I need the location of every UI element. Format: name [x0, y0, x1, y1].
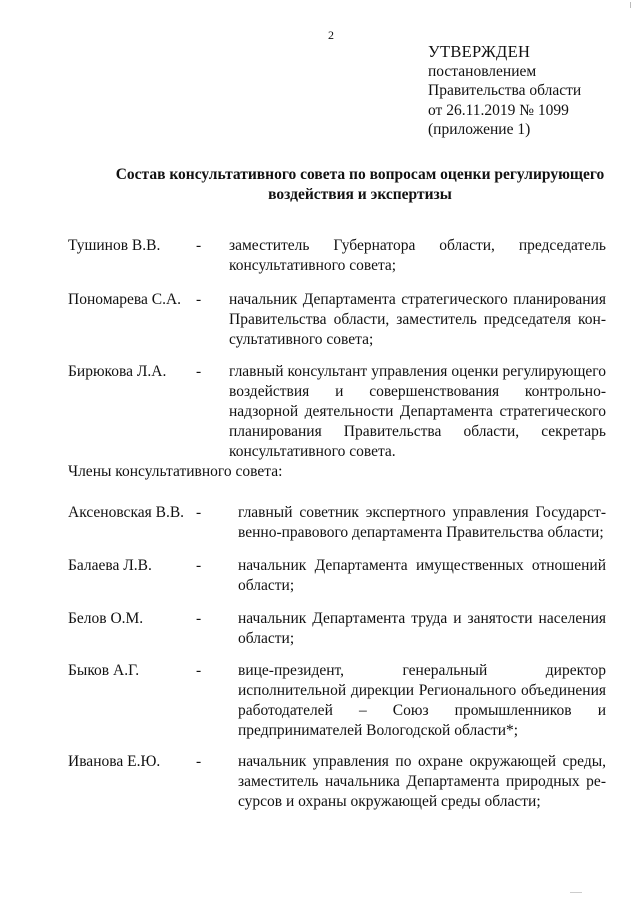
scan-corner-mark	[630, 2, 631, 8]
entry-dash: -	[196, 753, 202, 770]
approval-line-4: (приложение 1)	[428, 121, 531, 138]
approval-stamp	[428, 42, 581, 140]
entry-dash: -	[196, 662, 202, 679]
member-entry	[68, 556, 608, 600]
members-heading: Члены консультативного совета:	[68, 463, 283, 480]
page-number: 2	[328, 28, 334, 42]
leadership-entry-deputy-chairman	[68, 290, 608, 354]
entry-dash: -	[196, 557, 202, 574]
document-title	[60, 165, 640, 205]
entry-description: главный советник экспертного управления Государственно-правового департамента Правительства области;	[238, 504, 606, 541]
entry-name: Балаева Л.В.	[68, 557, 152, 574]
entry-description: начальник Департамента стратегического планирования Правительства области, заместитель председателя консультативного совета;	[229, 291, 606, 348]
title-line-1: Состав консультативного совета по вопросам оценки регулирующего	[115, 166, 605, 183]
entry-description: вице-президент, генеральный директор исполнительной дирекции Регионального объединения работодателей – Союз промышленников и предпринимателей Вологодской области*;	[238, 662, 606, 739]
entry-dash: -	[196, 504, 202, 521]
title-line-2: воздействия и экспертизы	[268, 186, 452, 203]
approval-line-2: Правительства области	[428, 82, 582, 99]
member-entry	[68, 661, 608, 745]
approval-line-1: постановлением	[428, 62, 537, 80]
entry-name: Иванова Е.Ю.	[68, 753, 161, 770]
approval-line-3: от 26.11.2019 № 1099	[428, 101, 569, 119]
entry-dash: -	[196, 610, 202, 627]
entry-name: Бирюкова Л.А.	[68, 363, 167, 380]
entry-dash: -	[196, 291, 202, 308]
scan-bottom-mark	[570, 892, 582, 893]
entry-name: Пономарева С.А.	[68, 291, 182, 308]
leadership-entry-secretary	[68, 362, 608, 460]
entry-dash: -	[196, 237, 202, 254]
member-entry	[68, 503, 608, 547]
entry-description: начальник Департамента имущественных отношений области;	[238, 557, 606, 594]
member-entry	[68, 609, 608, 653]
entry-name: Аксеновская В.В.	[68, 504, 185, 521]
entry-description: заместитель Губернатора области, председатель консультативного совета;	[229, 237, 606, 274]
approval-heading: УТВЕРЖДЕН	[428, 42, 531, 61]
member-entry	[68, 752, 608, 816]
entry-name: Быков А.Г.	[68, 662, 140, 679]
entry-name: Белов О.М.	[68, 610, 144, 627]
entry-description: главный консультант управления оценки регулирующего воздействия и совершенствования контрольно-надзорной деятельности Департамента стратегического планирования Правительства области, секретарь консультативного совета.	[229, 363, 606, 460]
leadership-entry-chairman	[68, 236, 608, 280]
entry-dash: -	[196, 363, 202, 380]
entry-description: начальник управления по охране окружающей среды, заместитель начальника Департамента природных ресурсов и охраны окружающей среды области;	[238, 753, 606, 810]
entry-description: начальник Департамента труда и занятости населения области;	[238, 610, 606, 647]
entry-name: Тушинов В.В.	[68, 237, 161, 254]
